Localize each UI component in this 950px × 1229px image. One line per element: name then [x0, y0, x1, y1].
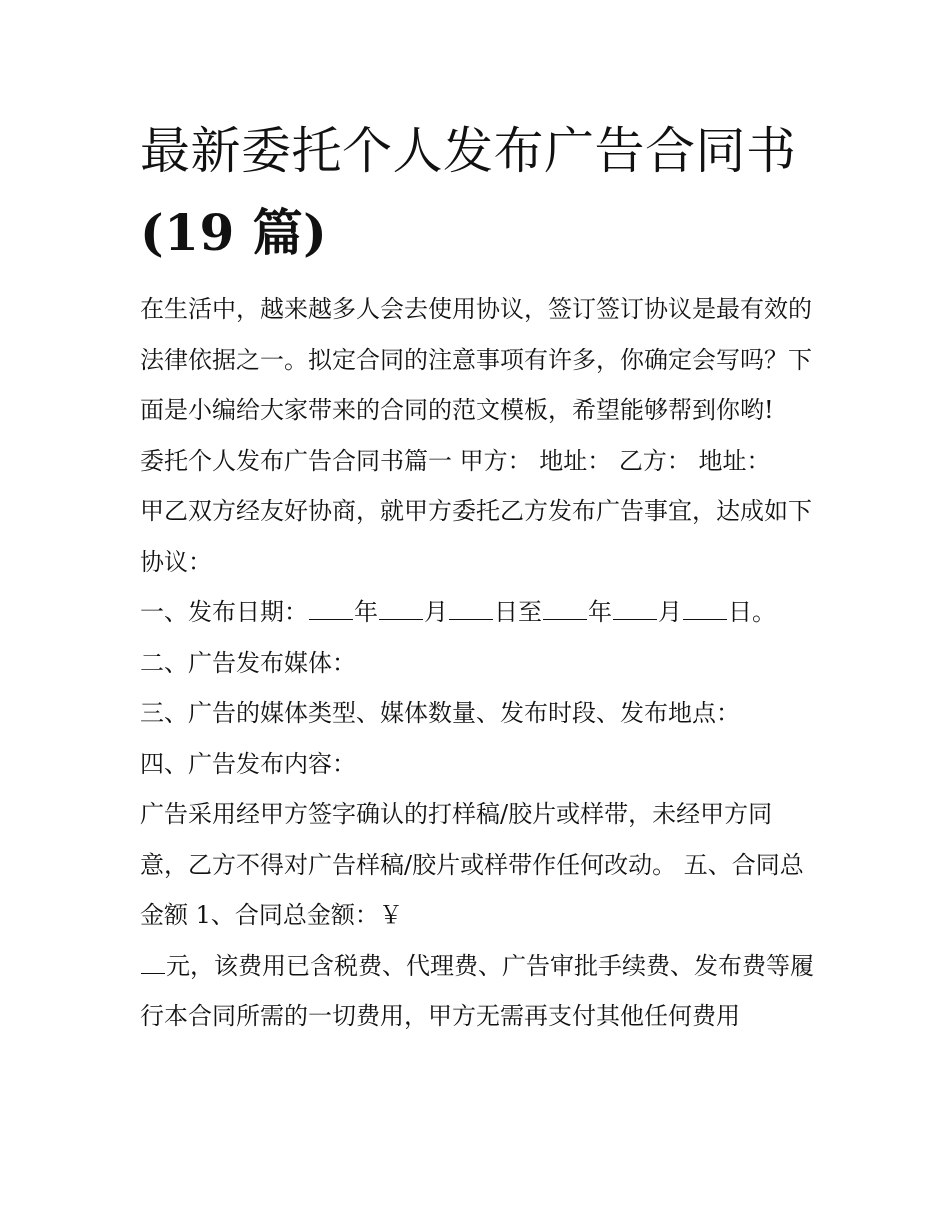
clause-media-type: 三、广告的媒体类型、媒体数量、发布时段、发布地点： — [140, 699, 740, 727]
blank-line — [309, 618, 353, 620]
document-title — [140, 110, 820, 274]
clause-fee-text: 元，该费用已含税费、代理费、广告审批手续费、发布费等履行本合同所需的一切费用，甲方无需再支付其他任何费用 — [140, 951, 814, 1030]
blank-line — [141, 972, 165, 974]
blank-line — [379, 618, 423, 620]
blank-line — [613, 618, 657, 620]
unit-month: 月 — [658, 598, 682, 626]
agreement-intro: 甲乙双方经友好协商，就甲方委托乙方发布广告事宜，达成如下协议： — [140, 497, 812, 576]
clause-publish-date — [140, 587, 820, 638]
clause-publish-date-label: 一、发布日期： — [140, 598, 308, 626]
unit-month: 月 — [424, 598, 448, 626]
blank-line — [449, 618, 493, 620]
unit-day: 日。 — [728, 598, 776, 626]
blank-line — [543, 618, 587, 620]
section-header: 委托个人发布广告合同书篇一 甲方： 地址： 乙方： 地址： — [140, 446, 771, 475]
document-page — [140, 110, 820, 1042]
clause-content: 四、广告发布内容： — [140, 749, 356, 778]
title-count: (19 篇) — [140, 203, 328, 262]
unit-year: 年 — [588, 598, 612, 626]
blank-line — [683, 618, 727, 620]
clause-fee — [140, 941, 820, 1042]
intro-paragraph: 在生活中，越来越多人会去使用协议，签订签订协议是最有效的法律依据之一。拟定合同的注意事项有许多，你确定会写吗？下面是小编给大家带来的合同的范文模板，希望能够帮到你哟! — [140, 295, 812, 424]
document-body — [140, 284, 820, 1042]
clause-content-detail: 广告采用经甲方签字确认的打样稿/胶片或样带，未经甲方同意，乙方不得对广告样稿/胶片或样带作任何改动。 五、合同总金额 1、合同总金额：￥ — [140, 800, 804, 929]
clause-media: 二、广告发布媒体： — [140, 648, 356, 677]
unit-year: 年 — [354, 598, 378, 626]
unit-day-to: 日至 — [494, 598, 542, 626]
title-main: 最新委托个人发布广告合同书 — [140, 122, 797, 180]
